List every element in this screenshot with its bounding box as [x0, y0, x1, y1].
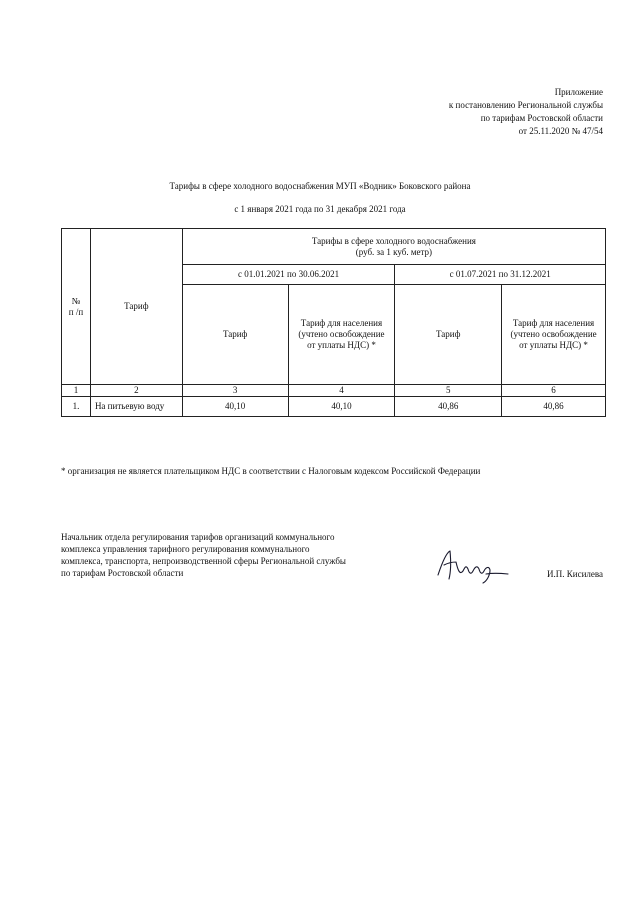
- p2-population-value: 40,86: [502, 397, 606, 417]
- group-header: Тарифы в сфере холодного водоснабжения (руб. за 1 куб. метр): [182, 229, 605, 265]
- column-number: 4: [288, 385, 395, 397]
- table-row: [62, 397, 606, 417]
- appendix-line: от 25.11.2020 № 47/54: [518, 126, 603, 136]
- column-number: 3: [182, 385, 288, 397]
- table-header-row: [62, 229, 606, 265]
- p2-population-header: Тариф для населения (учтено освобождение от уплаты НДС) *: [502, 285, 606, 385]
- period2-header: с 01.07.2021 по 31.12.2021: [395, 265, 606, 285]
- signer-line: Начальник отдела регулирования тарифов организаций коммунального: [61, 532, 335, 542]
- document-title: Тарифы в сфере холодного водоснабжения МУП «Водник» Боковского района: [169, 181, 471, 191]
- signer-name: И.П. Кисилева: [547, 569, 603, 579]
- row-name: На питьевую воду: [90, 397, 182, 417]
- p1-population-value: 40,10: [288, 397, 395, 417]
- period1-header: с 01.01.2021 по 30.06.2021: [182, 265, 395, 285]
- document-period: с 1 января 2021 года по 31 декабря 2021 года: [234, 204, 406, 214]
- appendix-line: по тарифам Ростовской области: [480, 113, 603, 123]
- row-number: 1.: [62, 397, 91, 417]
- appendix-line: к постановлению Региональной службы: [448, 100, 603, 110]
- p1-tariff-value: 40,10: [182, 397, 288, 417]
- column-number: 1: [62, 385, 91, 397]
- handwritten-signature: [432, 545, 512, 585]
- signer-line: комплекса, транспорта, непроизводственной сферы Региональной службы: [61, 556, 346, 566]
- signer-line: комплекса управления тарифного регулирования коммунального: [61, 544, 310, 554]
- appendix-header: [449, 86, 603, 138]
- footnote: * организация не является плательщиком НДС в соответствии с Налоговым кодексом Российской Федерации: [61, 466, 481, 476]
- p2-tariff-header: Тариф: [395, 285, 502, 385]
- tariff-table: [61, 228, 606, 417]
- column-number: 5: [395, 385, 502, 397]
- column-number: 2: [90, 385, 182, 397]
- table-column-numbers-row: [62, 385, 606, 397]
- p1-tariff-header: Тариф: [182, 285, 288, 385]
- signer-line: по тарифам Ростовской области: [61, 568, 184, 578]
- col-tariff-header: Тариф: [90, 229, 182, 385]
- p2-tariff-value: 40,86: [395, 397, 502, 417]
- appendix-line: Приложение: [554, 87, 603, 97]
- p1-population-header: Тариф для населения (учтено освобождение от уплаты НДС) *: [288, 285, 395, 385]
- column-number: 6: [502, 385, 606, 397]
- signer-position: [61, 531, 346, 579]
- col-num-header: № п /п: [62, 229, 91, 385]
